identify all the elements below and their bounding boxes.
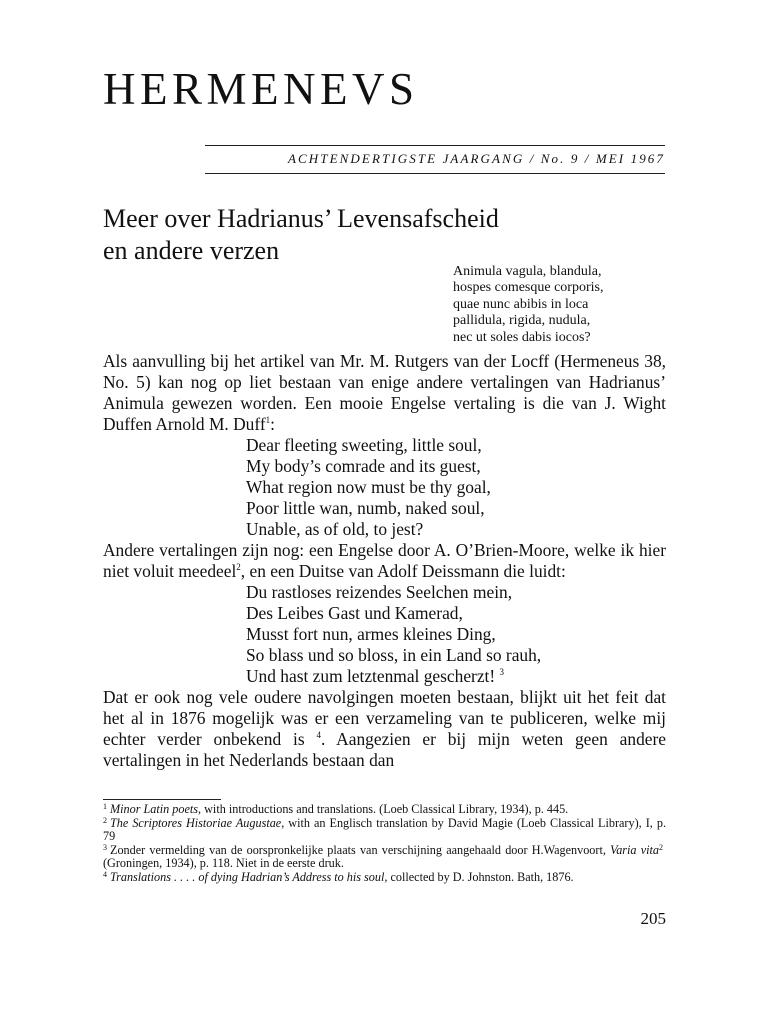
journal-title: HERMENEVS: [103, 64, 419, 114]
epigraph-line: hospes comesque corporis,: [453, 280, 604, 296]
footnote-title: Translations . . . . of dying Hadrian’s Address to his soul: [110, 869, 385, 884]
paragraph-2-text-end: , en een Duitse van Adolf Deissmann die luidt:: [240, 561, 566, 581]
footnote-ref-3[interactable]: 3: [499, 667, 505, 677]
verse-line: Musst fort nun, armes kleines Ding,: [246, 624, 496, 644]
footnote-number: 4: [103, 869, 107, 879]
verse-line: [246, 666, 666, 687]
paragraph-3-text-end: . Aangezien er bij mijn weten geen andere vertalingen in het Nederlands bestaan dan: [103, 729, 666, 770]
verse-german: [103, 582, 666, 687]
verse-line: Des Leibes Gast und Kamerad,: [246, 603, 463, 623]
footnote-text: , with introductions and translations. (Loeb Classical Library, 1934), p. 445.: [198, 802, 569, 816]
verse-line: Unable, as of old, to jest?: [246, 519, 424, 539]
verse-line-text: Und hast zum letztenmal gescherzt!: [246, 666, 496, 686]
paragraph-1: [103, 351, 666, 435]
verse-english: [103, 435, 666, 540]
footnote-text: , with an Englisch translation by David Magie (Loeb Classical Library), I, p. 79: [103, 815, 666, 844]
verse-line: My body’s comrade and its guest,: [246, 456, 481, 476]
footnote-title: The Scriptores Historiae Augustae: [110, 815, 282, 830]
paragraph-2: [103, 540, 666, 582]
paragraph-2-text: Andere vertalingen zijn nog: een Engelse door A. O’Brien-Moore, welke ik hier niet voluit meedeel: [103, 540, 666, 581]
footnote-text: Zonder vermelding van de oorspronkelijke plaats van verschijning aangehaald door H.Wagenvoort,: [110, 842, 611, 857]
page-number: 205: [640, 909, 666, 928]
epigraph-line: pallidula, rigida, nudula,: [453, 313, 591, 329]
footnote-title: Minor Latin poets: [110, 802, 199, 816]
epigraph-line: quae nunc abibis in loca: [453, 296, 589, 312]
footnote-1: [103, 803, 666, 817]
issue-band: [205, 145, 665, 174]
verse-line: Poor little wan, numb, naked soul,: [246, 498, 485, 518]
footnote-title: Varia vita: [610, 842, 659, 857]
footnote-ref-2[interactable]: 2: [236, 562, 241, 572]
verse-line: Du rastloses reizendes Seelchen mein,: [246, 582, 513, 602]
article-title: [103, 203, 499, 267]
paragraph-3-text: Dat er ook nog vele oudere navolgingen moeten bestaan, blijkt uit het feit dat het al in 1876 mogelijk was er een verzameling van te publiceren, welke mij echter verder onbekend is: [103, 687, 666, 749]
footnote-number: 1: [103, 802, 107, 811]
paragraph-3: [103, 687, 666, 771]
footnote-ref-1[interactable]: 1: [265, 415, 271, 425]
footnote-edition: 2: [659, 842, 663, 852]
article-title-line1: Meer over Hadrianus’ Levensafscheid: [103, 204, 499, 233]
article-title-line2: en andere verzen: [103, 236, 280, 265]
footnote-number: 2: [103, 815, 107, 825]
epigraph-line: Animula vagula, blandula,: [453, 264, 602, 279]
epigraph-line: nec ut soles dabis iocos?: [453, 329, 591, 345]
footnotes: [103, 803, 666, 885]
verse-line: Dear fleeting sweeting, little soul,: [246, 435, 482, 455]
issue-line: ACHTENDERTIGSTE JAARGANG / No. 9 / MEI 1967: [287, 151, 665, 166]
paragraph-1-tail: :: [270, 414, 275, 434]
footnote-divider: [103, 799, 221, 800]
footnote-3: [103, 844, 666, 871]
footnote-number: 3: [103, 842, 107, 852]
article-body: [103, 351, 666, 771]
verse-line: So blass und so bloss, in ein Land so rauh,: [246, 645, 542, 665]
paragraph-1-text: Als aanvulling bij het artikel van Mr. M. Rutgers van der Locff (Hermeneus 38, No. 5) kan nog op liet bestaan van enige andere vertalingen van Hadrianus’ Animula gewezen worden. Een mooie Engelse vertaling is die van J. Wight Duffen Arnold M. Duff: [103, 351, 666, 434]
footnote-4: [103, 871, 666, 885]
verse-line: What region now must be thy goal,: [246, 477, 491, 497]
footnote-ref-4[interactable]: 4: [316, 730, 321, 740]
footnote-text: , collected by D. Johnston. Bath, 1876.: [384, 869, 574, 884]
footnote-2: [103, 817, 666, 844]
footnote-text: (Groningen, 1934), p. 118. Niet in de eerste druk.: [103, 856, 344, 871]
epigraph: [453, 264, 603, 346]
